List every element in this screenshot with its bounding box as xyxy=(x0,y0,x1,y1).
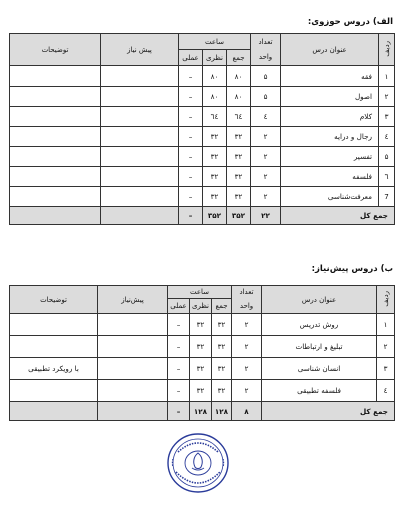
header-theory: نظری xyxy=(203,50,227,66)
cell-no: ۵ xyxy=(379,147,395,167)
header-units-bottom: واحد xyxy=(232,299,262,314)
cell-title: کلام xyxy=(281,107,379,127)
table-row xyxy=(10,314,395,336)
cell-practical: – xyxy=(179,167,203,187)
cell-units: ۲ xyxy=(251,187,281,207)
table-row xyxy=(10,66,395,87)
cell-prereq xyxy=(101,167,179,187)
cell-notes xyxy=(10,187,101,207)
cell-no: ۱ xyxy=(377,314,395,336)
cell-total: ۳۲ xyxy=(212,380,232,402)
cell-units: ۲ xyxy=(251,167,281,187)
cell-title: تفسیر xyxy=(281,147,379,167)
header-practical: عملی xyxy=(179,50,203,66)
cell-notes xyxy=(10,380,98,402)
cell-total: ۳۲ xyxy=(212,358,232,380)
cell-theory: ۸۰ xyxy=(203,66,227,87)
header-row-number: ردیف xyxy=(377,286,395,314)
section-b-title: ب) دروس پیش‌نیاز: xyxy=(311,264,393,274)
total-row xyxy=(10,402,395,421)
cell-prereq xyxy=(101,87,179,107)
cell-units: ۲ xyxy=(251,147,281,167)
cell-no: ۳ xyxy=(379,107,395,127)
cell-title: رجال و درایه xyxy=(281,127,379,147)
cell-prereq xyxy=(101,147,179,167)
cell-prereq xyxy=(101,107,179,127)
total-notes xyxy=(10,402,98,421)
total-hours: ۱۲۸ xyxy=(212,402,232,421)
header-hours: ساعت xyxy=(168,286,232,299)
cell-title: انسان شناسی xyxy=(262,358,377,380)
cell-total: ۳۲ xyxy=(227,187,251,207)
cell-units: ۲ xyxy=(251,127,281,147)
total-row xyxy=(10,207,395,225)
cell-units: ۲ xyxy=(232,380,262,402)
header-course-title: عنوان درس xyxy=(262,286,377,314)
header-units-top: تعداد xyxy=(251,34,281,50)
cell-prereq xyxy=(101,187,179,207)
cell-prereq xyxy=(98,380,168,402)
cell-total: ۳۲ xyxy=(212,336,232,358)
total-prereq xyxy=(98,402,168,421)
bleed-through-text xyxy=(150,2,152,10)
total-practical: – xyxy=(179,207,203,225)
cell-prereq xyxy=(98,314,168,336)
cell-prereq xyxy=(101,66,179,87)
cell-practical: – xyxy=(168,358,190,380)
total-units: ۲۲ xyxy=(251,207,281,225)
table-row xyxy=(10,147,395,167)
cell-no: ۳ xyxy=(377,358,395,380)
header-course-title: عنوان درس xyxy=(281,34,379,66)
table-row xyxy=(10,358,395,380)
cell-theory: ۳۲ xyxy=(203,147,227,167)
cell-total: ۳۲ xyxy=(227,127,251,147)
cell-total: ٦٤ xyxy=(227,107,251,127)
total-theory: ۱۲۸ xyxy=(190,402,212,421)
cell-no: ۱ xyxy=(379,66,395,87)
cell-units: ٤ xyxy=(251,107,281,127)
table-row xyxy=(10,336,395,358)
cell-notes xyxy=(10,147,101,167)
cell-notes xyxy=(10,66,101,87)
cell-total: ۳۲ xyxy=(227,147,251,167)
cell-no: ۲ xyxy=(377,336,395,358)
cell-practical: – xyxy=(179,147,203,167)
total-theory: ۳۵۲ xyxy=(203,207,227,225)
cell-notes xyxy=(10,336,98,358)
cell-notes xyxy=(10,314,98,336)
table-row xyxy=(10,107,395,127)
table-section-a xyxy=(9,33,395,225)
cell-theory: ۳۲ xyxy=(190,314,212,336)
cell-total: ۸۰ xyxy=(227,66,251,87)
cell-units: ۵ xyxy=(251,87,281,107)
cell-theory: ۳۲ xyxy=(190,336,212,358)
cell-units: ۲ xyxy=(232,336,262,358)
cell-notes: با رویکرد تطبیقی xyxy=(10,358,98,380)
header-practical: عملی xyxy=(168,299,190,314)
header-prereq: پیش‌نیاز xyxy=(98,286,168,314)
cell-practical: – xyxy=(168,314,190,336)
cell-no: ٤ xyxy=(377,380,395,402)
header-hours: ساعت xyxy=(179,34,251,50)
cell-prereq xyxy=(98,336,168,358)
cell-units: ۵ xyxy=(251,66,281,87)
cell-no: ٦ xyxy=(379,167,395,187)
cell-practical: – xyxy=(179,127,203,147)
cell-units: ۲ xyxy=(232,358,262,380)
header-total: جمع xyxy=(212,299,232,314)
header-theory: نظری xyxy=(190,299,212,314)
cell-practical: – xyxy=(179,66,203,87)
section-a-title: الف) دروس حوزوی: xyxy=(307,17,393,27)
cell-no: ۲ xyxy=(379,87,395,107)
cell-theory: ۳۲ xyxy=(203,167,227,187)
header-units-bottom: واحد xyxy=(251,50,281,66)
header-units-top: تعداد xyxy=(232,286,262,299)
table-row xyxy=(10,127,395,147)
header-prereq: پیش نیاز xyxy=(101,34,179,66)
cell-prereq xyxy=(98,358,168,380)
cell-total: ۸۰ xyxy=(227,87,251,107)
header-row-number: ردیف xyxy=(379,34,395,66)
cell-title: فلسفه xyxy=(281,167,379,187)
cell-total: ۳۲ xyxy=(227,167,251,187)
total-notes xyxy=(10,207,101,225)
table-section-b xyxy=(9,285,395,421)
total-prereq xyxy=(101,207,179,225)
table-row xyxy=(10,380,395,402)
cell-title: فقه xyxy=(281,66,379,87)
cell-notes xyxy=(10,87,101,107)
cell-theory: ۳۲ xyxy=(190,380,212,402)
total-units: ۸ xyxy=(232,402,262,421)
cell-theory: ۳۲ xyxy=(190,358,212,380)
cell-total: ۳۲ xyxy=(212,314,232,336)
header-notes: توضیحات xyxy=(10,286,98,314)
cell-practical: – xyxy=(168,336,190,358)
cell-title: تبلیغ و ارتباطات xyxy=(262,336,377,358)
cell-practical: – xyxy=(179,187,203,207)
cell-no: ٤ xyxy=(379,127,395,147)
total-hours: ۳۵۲ xyxy=(227,207,251,225)
header-total: جمع xyxy=(227,50,251,66)
table-row xyxy=(10,87,395,107)
total-label: جمع کل xyxy=(281,207,395,225)
cell-theory: ٦٤ xyxy=(203,107,227,127)
cell-practical: – xyxy=(168,380,190,402)
cell-theory: ۳۲ xyxy=(203,127,227,147)
cell-notes xyxy=(10,167,101,187)
total-practical: – xyxy=(168,402,190,421)
cell-notes xyxy=(10,127,101,147)
cell-practical: – xyxy=(179,107,203,127)
table-row xyxy=(10,187,395,207)
official-seal-icon xyxy=(166,432,230,494)
cell-notes xyxy=(10,107,101,127)
cell-practical: – xyxy=(179,87,203,107)
cell-title: معرفت‌شناسی xyxy=(281,187,379,207)
cell-theory: ۳۲ xyxy=(203,187,227,207)
total-label: جمع کل xyxy=(262,402,395,421)
cell-prereq xyxy=(101,127,179,147)
cell-theory: ۸۰ xyxy=(203,87,227,107)
cell-no: 7 xyxy=(379,187,395,207)
cell-title: اصول xyxy=(281,87,379,107)
header-notes: توضیحات xyxy=(10,34,101,66)
cell-title: روش تدریس xyxy=(262,314,377,336)
cell-units: ۲ xyxy=(232,314,262,336)
table-row xyxy=(10,167,395,187)
cell-title: فلسفه تطبیقی xyxy=(262,380,377,402)
